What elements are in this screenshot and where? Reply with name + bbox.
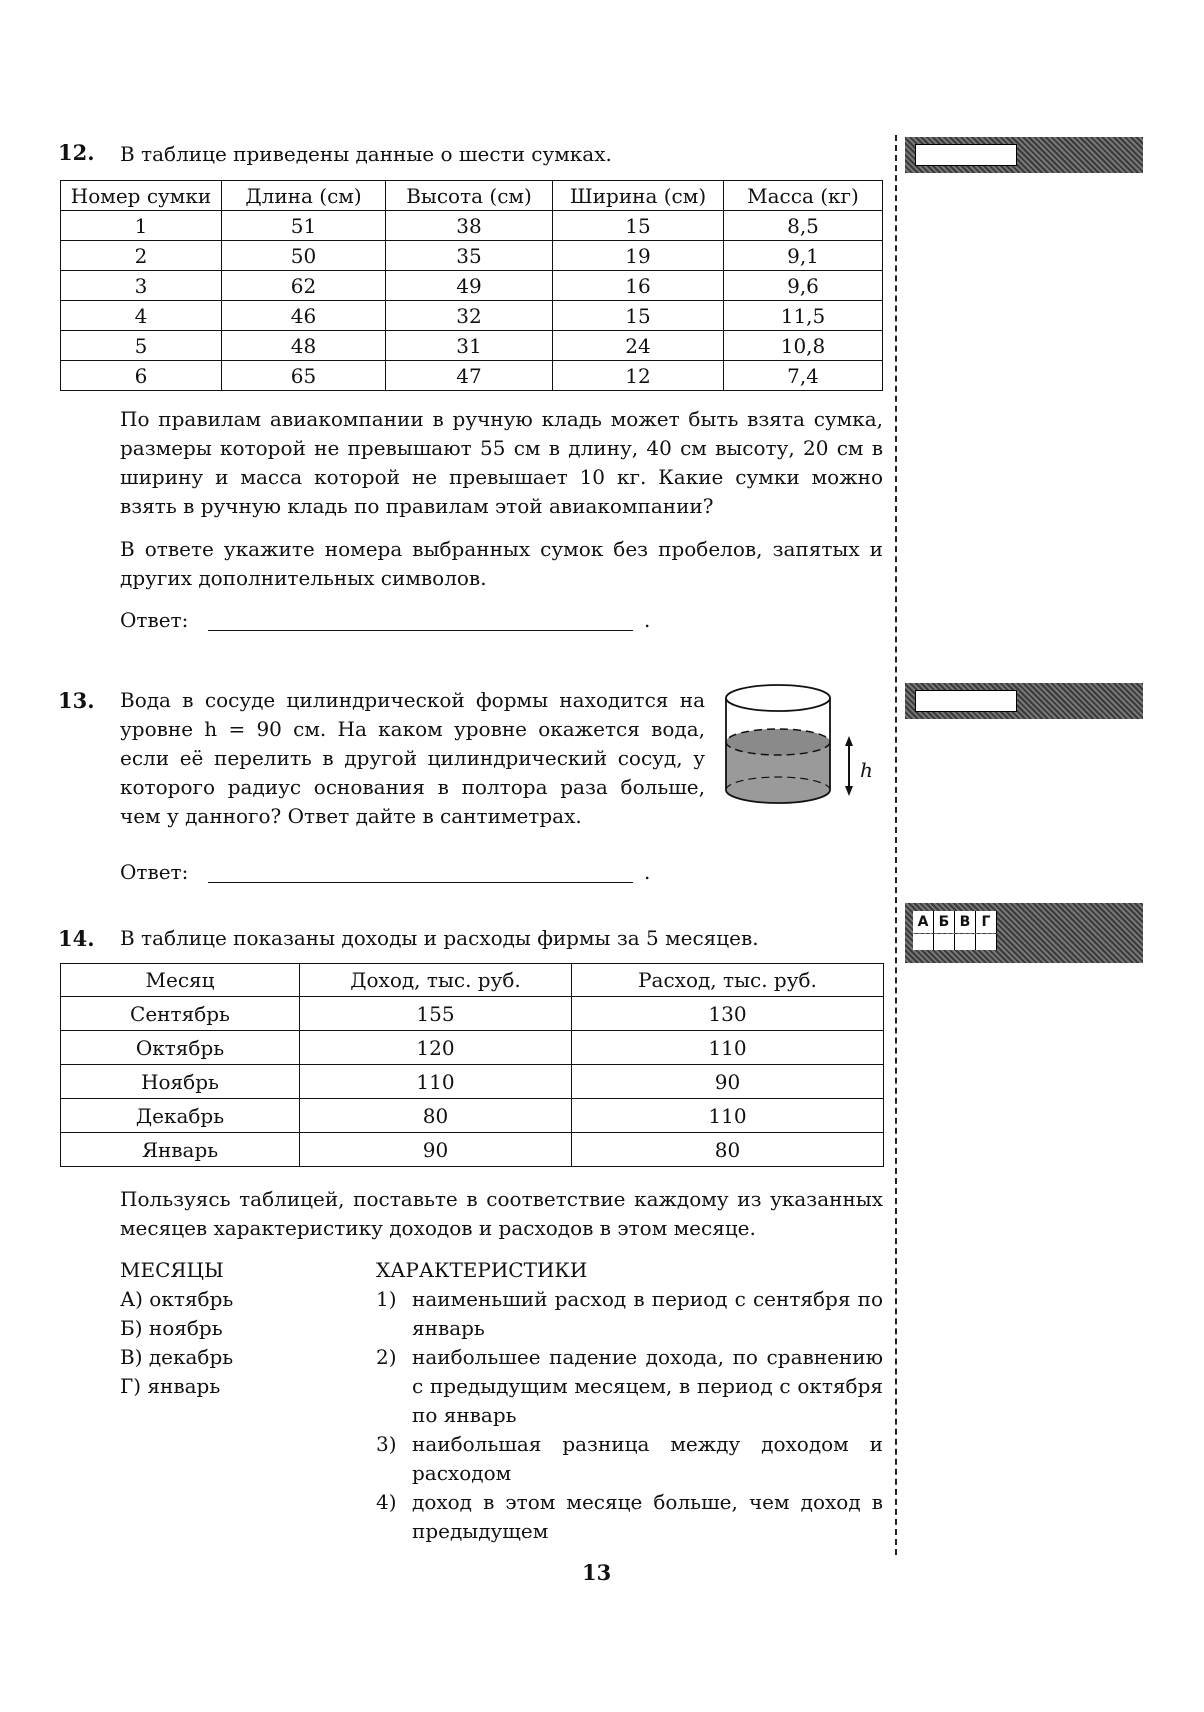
answer-letter: А — [913, 911, 934, 933]
arrow-up-icon — [845, 736, 853, 746]
table-row — [61, 997, 884, 1031]
month-option: А) октябрь — [120, 1287, 234, 1311]
table-cell: Декабрь — [61, 1099, 300, 1133]
table-cell: 62 — [222, 271, 386, 301]
finance-header-cell: Доход, тыс. руб. — [300, 964, 572, 997]
bags-header-cell: Номер сумки — [61, 181, 222, 211]
answer-cells[interactable] — [913, 934, 997, 950]
table-cell: 110 — [572, 1099, 884, 1133]
characteristic-number: 4) — [376, 1490, 397, 1514]
cylinder-top-rim — [726, 685, 830, 711]
bags-table-header — [61, 181, 883, 211]
question-12-instructions: В ответе укажите номера выбранных сумок без пробелов, запятых и других дополнительных символов. — [120, 537, 883, 590]
table-cell: 19 — [553, 241, 724, 271]
table-cell: 1 — [61, 211, 222, 241]
bags-header-cell: Ширина (см) — [553, 181, 724, 211]
month-option: Б) ноябрь — [120, 1316, 223, 1340]
table-cell: 65 — [222, 361, 386, 391]
table-cell: 6 — [61, 361, 222, 391]
arrow-down-icon — [845, 786, 853, 796]
finance-table — [60, 963, 884, 1167]
table-cell: 24 — [553, 331, 724, 361]
table-cell: 2 — [61, 241, 222, 271]
table-cell: Ноябрь — [61, 1065, 300, 1099]
answer-letter: В — [955, 911, 976, 933]
table-cell: 155 — [300, 997, 572, 1031]
height-label: h — [860, 758, 873, 782]
table-cell: 7,4 — [724, 361, 883, 391]
table-cell: 130 — [572, 997, 884, 1031]
question-14-number: 14. — [58, 926, 95, 951]
bags-header-cell: Длина (см) — [222, 181, 386, 211]
table-cell: 8,5 — [724, 211, 883, 241]
question-13-answer-line[interactable] — [208, 882, 633, 883]
characteristic-text: наибольшее падение дохода, по сравнению с предыдущим месяцем, в период с октября по январь — [412, 1345, 883, 1427]
table-row — [61, 331, 883, 361]
characteristic-text: наименьший расход в период с сентября по январь — [412, 1287, 883, 1340]
answer-cell[interactable] — [934, 934, 955, 950]
table-cell: 5 — [61, 331, 222, 361]
table-row — [61, 301, 883, 331]
month-option: Г) январь — [120, 1374, 221, 1398]
table-cell: 90 — [572, 1065, 884, 1099]
table-cell: 11,5 — [724, 301, 883, 331]
table-cell: 80 — [300, 1099, 572, 1133]
finance-table-header — [61, 964, 884, 997]
answer-cell[interactable] — [913, 934, 934, 950]
characteristic-number: 3) — [376, 1432, 397, 1456]
bags-header-cell: Высота (см) — [386, 181, 553, 211]
table-cell: Октябрь — [61, 1031, 300, 1065]
table-cell: 110 — [572, 1031, 884, 1065]
months-title: МЕСЯЦЫ — [120, 1258, 224, 1282]
table-cell: 9,6 — [724, 271, 883, 301]
bags-header-cell: Масса (кг) — [724, 181, 883, 211]
question-14-instructions: Пользуясь таблицей, поставьте в соответствие каждому из указанных месяцев характеристику доходов и расходов в этом месяце. — [120, 1187, 883, 1240]
cylinder-figure — [720, 680, 880, 815]
table-cell: Сентябрь — [61, 997, 300, 1031]
table-cell: 48 — [222, 331, 386, 361]
table-cell: 31 — [386, 331, 553, 361]
table-cell: 49 — [386, 271, 553, 301]
margin-cut-line — [895, 135, 897, 1555]
page-number: 13 — [582, 1560, 612, 1585]
answer-box-13 — [905, 683, 1143, 719]
table-cell: 51 — [222, 211, 386, 241]
characteristic-text: наибольшая разница между доходом и расходом — [412, 1432, 883, 1485]
table-row — [61, 211, 883, 241]
answer-letters — [913, 911, 997, 933]
table-cell: 120 — [300, 1031, 572, 1065]
question-14-intro: В таблице показаны доходы и расходы фирмы за 5 месяцев. — [120, 926, 759, 950]
question-12-intro: В таблице приведены данные о шести сумках. — [120, 142, 612, 166]
answer-dot: . — [644, 608, 651, 632]
question-13-answer-label: Ответ: — [120, 860, 189, 884]
question-13-number: 13. — [58, 688, 95, 713]
table-cell: 46 — [222, 301, 386, 331]
table-row — [61, 1099, 884, 1133]
question-12-answer-label: Ответ: — [120, 608, 189, 632]
table-cell: 12 — [553, 361, 724, 391]
table-cell: 15 — [553, 301, 724, 331]
table-cell: 9,1 — [724, 241, 883, 271]
answer-cell[interactable] — [955, 934, 976, 950]
answer-dot: . — [644, 860, 651, 884]
question-12-answer-line[interactable] — [208, 630, 633, 631]
table-cell: Январь — [61, 1133, 300, 1167]
month-option: В) декабрь — [120, 1345, 234, 1369]
characteristic-number: 2) — [376, 1345, 397, 1369]
characteristic-number: 1) — [376, 1287, 397, 1311]
table-cell: 32 — [386, 301, 553, 331]
characteristics-title: ХАРАКТЕРИСТИКИ — [376, 1258, 588, 1282]
finance-header-cell: Месяц — [61, 964, 300, 997]
characteristic-text: доход в этом месяце больше, чем доход в предыдущем — [412, 1490, 883, 1543]
question-12-number: 12. — [58, 140, 95, 165]
table-row — [61, 1065, 884, 1099]
answer-cell[interactable] — [976, 934, 997, 950]
answer-letter: Б — [934, 911, 955, 933]
table-cell: 10,8 — [724, 331, 883, 361]
table-cell: 35 — [386, 241, 553, 271]
table-cell: 16 — [553, 271, 724, 301]
table-row — [61, 1031, 884, 1065]
answer-box-14 — [905, 903, 1143, 963]
table-cell: 90 — [300, 1133, 572, 1167]
table-cell: 15 — [553, 211, 724, 241]
table-cell: 47 — [386, 361, 553, 391]
answer-box-12 — [905, 137, 1143, 173]
table-cell: 80 — [572, 1133, 884, 1167]
finance-header-cell: Расход, тыс. руб. — [572, 964, 884, 997]
table-row — [61, 361, 883, 391]
question-13-text: Вода в сосуде цилиндрической формы находится на уровне h = 90 см. На каком уровне окажется вода, если её перелить в другой цилиндрический сосуд, у которого радиус основания в полтора раза больше, чем у данного? Ответ дайте в сантиметрах. — [120, 688, 705, 828]
table-cell: 4 — [61, 301, 222, 331]
table-cell: 3 — [61, 271, 222, 301]
table-cell: 110 — [300, 1065, 572, 1099]
question-12-conditions: По правилам авиакомпании в ручную кладь может быть взята сумка, размеры которой не превышают 55 см в длину, 40 см высоту, 20 см в ширину и масса которой не превышает 10 кг. Какие сумки можно взять в ручную кладь по правилам этой авиакомпании? — [120, 407, 883, 518]
table-row — [61, 1133, 884, 1167]
table-row — [61, 241, 883, 271]
table-row — [61, 271, 883, 301]
answer-box-13-field[interactable] — [915, 690, 1017, 712]
water-surface — [726, 729, 830, 755]
answer-letter: Г — [976, 911, 997, 933]
bags-table — [60, 180, 883, 391]
answer-box-12-field[interactable] — [915, 144, 1017, 166]
table-cell: 38 — [386, 211, 553, 241]
table-cell: 50 — [222, 241, 386, 271]
